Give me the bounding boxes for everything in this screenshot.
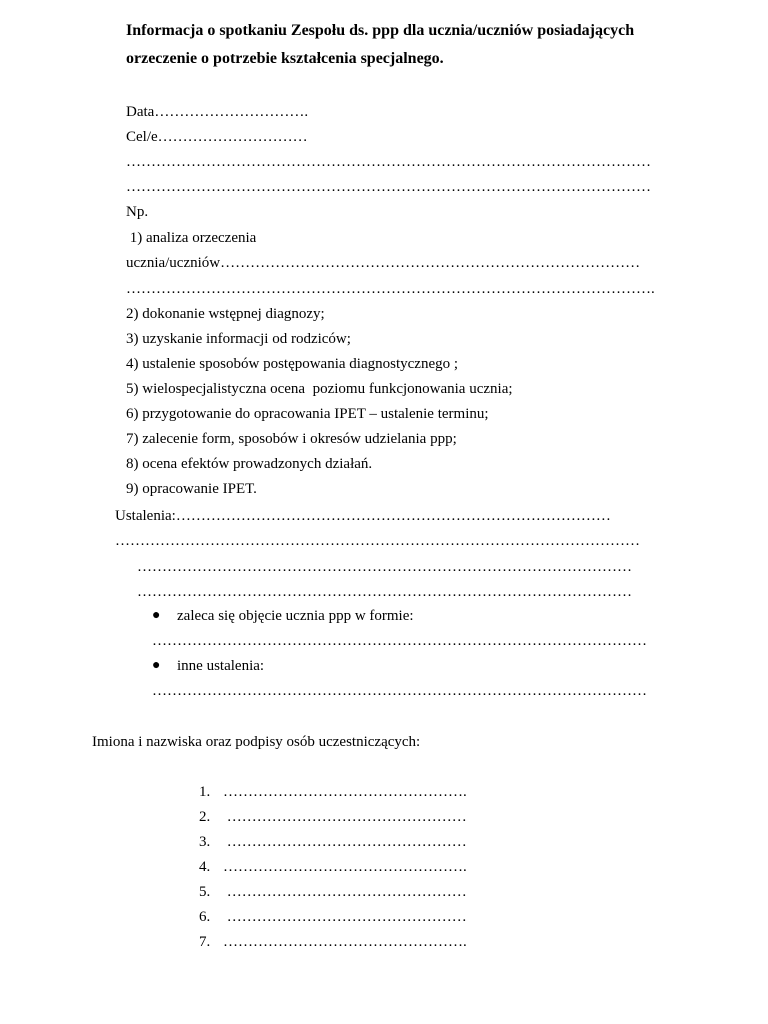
cel-dots-line-2: …………………………………………………………………………………………… <box>126 179 651 195</box>
signature-number-1: 1. <box>199 784 211 800</box>
signature-number-3: 3. <box>199 834 211 850</box>
signature-line-2: ………………………………………… <box>223 809 467 825</box>
signature-line-6: ………………………………………… <box>223 909 467 925</box>
ustalenia-dots-line-2: ……………………………………………………………………………………… <box>137 559 632 575</box>
signature-line-3: ………………………………………… <box>223 834 467 850</box>
examples-intro: Np. <box>126 204 149 220</box>
signature-line-7: …………………………………………. <box>223 934 467 950</box>
cel-dots-line-1: …………………………………………………………………………………………… <box>126 154 651 170</box>
example-item-5: 5) wielospecjalistyczna ocena poziomu funkcjonowania ucznia; <box>126 381 513 397</box>
ustalenia-dots-line-1: …………………………………………………………………………………………… <box>115 533 640 549</box>
example-item-1: 1) analiza orzeczenia <box>126 230 257 246</box>
signature-number-5: 5. <box>199 884 211 900</box>
bullet-item-zaleca: zaleca się objęcie ucznia ppp w formie: <box>177 608 414 624</box>
example-item-7: 7) zalecenie form, sposobów i okresów udzielania ppp; <box>126 431 457 447</box>
ustalenia-label: Ustalenia:…………………………………………………………………………… <box>115 508 611 524</box>
bullet-icon: ● <box>152 658 161 673</box>
document-title-line-2: orzeczenie o potrzebie kształcenia specjalnego. <box>126 50 444 67</box>
cel-field: Cel/e………………………… <box>126 129 308 145</box>
ustalenia-dots-line-3: ……………………………………………………………………………………… <box>137 584 632 600</box>
signature-number-7: 7. <box>199 934 211 950</box>
bullet-item-inne-dots: ……………………………………………………………………………………… <box>152 683 647 699</box>
signature-number-4: 4. <box>199 859 211 875</box>
example-item-4: 4) ustalenie sposobów postępowania diagnostycznego ; <box>126 356 459 372</box>
signature-line-4: …………………………………………. <box>223 859 467 875</box>
example-item-3: 3) uzyskanie informacji od rodziców; <box>126 331 351 347</box>
example-item-6: 6) przygotowanie do opracowania IPET – ustalenie terminu; <box>126 406 489 422</box>
signature-line-1: …………………………………………. <box>223 784 467 800</box>
signatures-heading: Imiona i nazwiska oraz podpisy osób uczestniczących: <box>92 734 421 750</box>
example-item-1-dots: ……………………………………………………………………………………………. <box>126 281 655 297</box>
example-item-1-continuation: ucznia/uczniów………………………………………………………………………… <box>126 255 641 271</box>
signature-line-5: ………………………………………… <box>223 884 467 900</box>
example-item-9: 9) opracowanie IPET. <box>126 481 257 497</box>
bullet-icon: ● <box>152 608 161 623</box>
bullet-item-zaleca-dots: ……………………………………………………………………………………… <box>152 633 647 649</box>
signature-number-6: 6. <box>199 909 211 925</box>
signature-number-2: 2. <box>199 809 211 825</box>
example-item-8: 8) ocena efektów prowadzonych działań. <box>126 456 373 472</box>
data-field: Data…………………………. <box>126 104 309 120</box>
document-title-line-1: Informacja o spotkaniu Zespołu ds. ppp dla ucznia/uczniów posiadających <box>126 22 635 39</box>
example-item-2: 2) dokonanie wstępnej diagnozy; <box>126 306 325 322</box>
bullet-item-inne: inne ustalenia: <box>177 658 265 674</box>
